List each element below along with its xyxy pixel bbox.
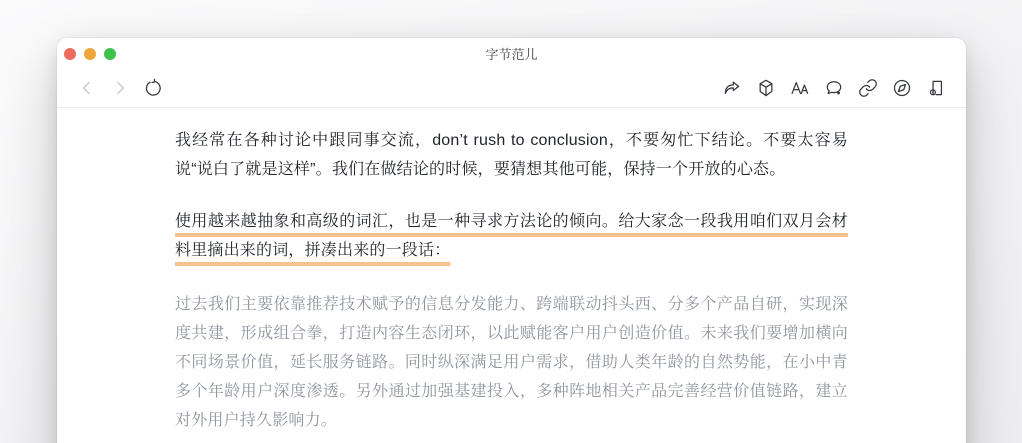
open-in-app-icon[interactable]: [926, 78, 946, 98]
comment-icon[interactable]: [824, 78, 844, 98]
forward-icon[interactable]: [110, 78, 130, 98]
back-icon[interactable]: [77, 78, 97, 98]
app-window: [57, 38, 966, 443]
compass-icon[interactable]: [892, 78, 912, 98]
toolbar: [57, 69, 966, 108]
paragraph-discussion: 我经常在各种讨论中跟同事交流，don’t rush to conclusion，不要匆忙下结论。不要太容易说“说白了就是这样”。我们在做结论的时候，要猜想其他可能，保持一个开放的心态。: [175, 132, 848, 178]
title-bar: [57, 38, 966, 69]
nav-group: [77, 78, 163, 98]
tool-group: [722, 78, 946, 98]
refresh-icon[interactable]: [143, 78, 163, 98]
document-body: [57, 108, 966, 435]
link-icon[interactable]: [858, 78, 878, 98]
paragraph-quote: 过去我们主要依靠推荐技术赋予的信息分发能力、跨端联动抖头西、分多个产品自研，实现深度共建，形成组合拳，打造内容生态闭环，以此赋能客户用户创造价值。未来我们要增加横向不同场景价值，延长服务链路。同时纵深满足用户需求，借助人类年龄的自然势能，在小中青多个年龄用户深度渗透。另外通过加强基建投入，多种阵地相关产品完善经营价值链路，建立对外用户持久影响力。: [175, 296, 848, 429]
paragraph-highlighted: 使用越来越抽象和高级的词汇，也是一种寻求方法论的倾向。给大家念一段我用咱们双月会材料里摘出来的词，拼凑出来的一段话：: [175, 213, 848, 259]
cube-icon[interactable]: [756, 78, 776, 98]
font-size-icon[interactable]: [790, 78, 810, 98]
window-title: 字节范儿: [485, 47, 538, 62]
share-icon[interactable]: [722, 78, 742, 98]
